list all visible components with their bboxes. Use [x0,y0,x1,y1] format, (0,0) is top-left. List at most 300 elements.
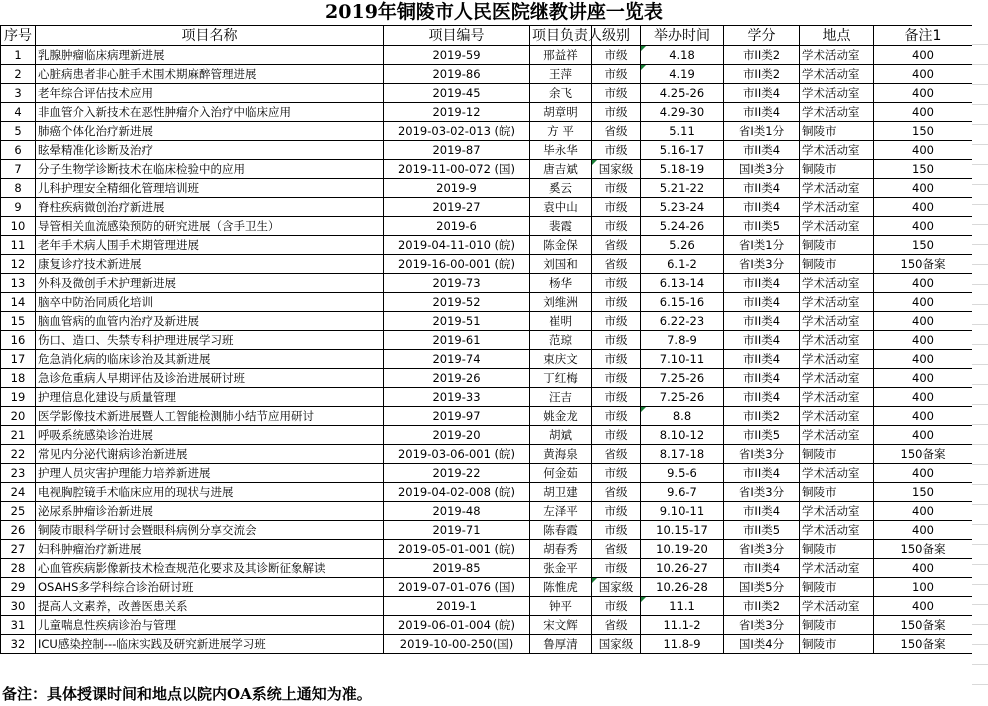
cell-date[interactable]: 5.24-26 [641,217,724,236]
cell-date[interactable]: 5.26 [641,236,724,255]
cell-name[interactable]: 非血管介入新技术在恶性肿瘤介入治疗中临床应用 [36,103,384,122]
cell-remark[interactable]: 400 [874,65,973,84]
cell-leader[interactable]: 胡章明 [530,103,592,122]
table-row [1,84,973,103]
cell-no[interactable]: 1 [1,46,36,65]
cell-place[interactable]: 铜陵市 [800,160,874,179]
cell-no[interactable]: 15 [1,312,36,331]
cell-leader[interactable]: 鲁厚清 [530,635,592,654]
cell-credit[interactable]: 市II类4 [724,502,800,521]
cell-level[interactable]: 省级 [592,540,641,559]
cell-no[interactable]: 22 [1,445,36,464]
cell-level[interactable]: 市级 [592,350,641,369]
cell-place[interactable]: 学术活动室 [800,350,874,369]
cell-credit[interactable]: 市II类4 [724,312,800,331]
cell-remark[interactable]: 400 [874,179,973,198]
cell-date[interactable]: 5.16-17 [641,141,724,160]
cell-leader[interactable]: 奚云 [530,179,592,198]
cell-leader[interactable]: 袁中山 [530,198,592,217]
header-place[interactable]: 地点 [800,26,874,46]
cell-date[interactable]: 9.10-11 [641,502,724,521]
cell-remark[interactable]: 100 [874,578,973,597]
cell-code[interactable]: 2019-85 [384,559,530,578]
cell-remark[interactable]: 400 [874,464,973,483]
cell-level[interactable]: 市级 [592,274,641,293]
cell-remark[interactable]: 400 [874,312,973,331]
cell-name[interactable]: 铜陵市眼科学研讨会暨眼科病例分享交流会 [36,521,384,540]
cell-remark[interactable]: 400 [874,597,973,616]
cell-place[interactable]: 铜陵市 [800,635,874,654]
cell-name[interactable]: 老年综合评估技术应用 [36,84,384,103]
cell-credit[interactable]: 市II类4 [724,388,800,407]
cell-leader[interactable]: 唐吉斌 [530,160,592,179]
cell-credit[interactable]: 市II类4 [724,198,800,217]
cell-no[interactable]: 3 [1,84,36,103]
cell-date[interactable]: 5.11 [641,122,724,141]
cell-date[interactable]: 4.29-30 [641,103,724,122]
cell-credit[interactable]: 市II类5 [724,426,800,445]
cell-code[interactable]: 2019-48 [384,502,530,521]
header-leader[interactable]: 项目负责人 [530,26,592,46]
cell-no[interactable]: 32 [1,635,36,654]
header-level[interactable]: 级别 [592,26,641,46]
footnote: 备注：具体授课时间和地点以院内OA系统上通知为准。 [2,685,372,703]
cell-level[interactable]: 市级 [592,597,641,616]
cell-remark[interactable]: 400 [874,502,973,521]
cell-no[interactable]: 24 [1,483,36,502]
cell-level[interactable]: 市级 [592,407,641,426]
cell-no[interactable]: 5 [1,122,36,141]
cell-code[interactable]: 2019-12 [384,103,530,122]
cell-name[interactable]: 外科及微创手术护理新进展 [36,274,384,293]
cell-remark[interactable]: 150备案 [874,255,973,274]
cell-level[interactable]: 市级 [592,84,641,103]
cell-remark[interactable]: 150备案 [874,635,973,654]
cell-remark[interactable]: 150备案 [874,445,973,464]
header-remark[interactable]: 备注1 [874,26,973,46]
cell-place[interactable]: 学术活动室 [800,65,874,84]
cell-level[interactable]: 市级 [592,179,641,198]
cell-date[interactable]: 9.5-6 [641,464,724,483]
cell-date[interactable]: 5.23-24 [641,198,724,217]
cell-name[interactable]: 老年手术病人围手术期管理进展 [36,236,384,255]
cell-leader[interactable]: 陈惟虎 [530,578,592,597]
cell-name[interactable]: 脑卒中防治同质化培训 [36,293,384,312]
cell-code[interactable]: 2019-04-02-008 (皖) [384,483,530,502]
cell-place[interactable]: 铜陵市 [800,483,874,502]
cell-credit[interactable]: 市II类4 [724,179,800,198]
cell-code[interactable]: 2019-26 [384,369,530,388]
cell-credit[interactable]: 市II类4 [724,350,800,369]
cell-credit[interactable]: 市II类4 [724,84,800,103]
cell-code[interactable]: 2019-74 [384,350,530,369]
cell-date[interactable]: 6.1-2 [641,255,724,274]
cell-place[interactable]: 学术活动室 [800,331,874,350]
cell-date[interactable]: 7.10-11 [641,350,724,369]
cell-leader[interactable]: 胡春秀 [530,540,592,559]
cell-name[interactable]: 护理信息化建设与质量管理 [36,388,384,407]
cell-place[interactable]: 学术活动室 [800,103,874,122]
cell-name[interactable]: 护理人员灾害护理能力培养新进展 [36,464,384,483]
cell-level[interactable]: 省级 [592,236,641,255]
cell-leader[interactable]: 王萍 [530,65,592,84]
cell-credit[interactable]: 市II类2 [724,407,800,426]
cell-level[interactable]: 市级 [592,502,641,521]
cell-name[interactable]: 脊柱疾病微创治疗新进展 [36,198,384,217]
cell-remark[interactable]: 150备案 [874,616,973,635]
cell-leader[interactable]: 黄海泉 [530,445,592,464]
cell-no[interactable]: 23 [1,464,36,483]
cell-leader[interactable]: 陈金保 [530,236,592,255]
cell-place[interactable]: 学术活动室 [800,312,874,331]
cell-credit[interactable]: 国I类5分 [724,578,800,597]
cell-credit[interactable]: 省I类1分 [724,236,800,255]
cell-no[interactable]: 13 [1,274,36,293]
cell-date[interactable]: 5.21-22 [641,179,724,198]
cell-no[interactable]: 19 [1,388,36,407]
cell-remark[interactable]: 400 [874,198,973,217]
cell-date[interactable]: 7.8-9 [641,331,724,350]
cell-place[interactable]: 铜陵市 [800,616,874,635]
cell-code[interactable]: 2019-87 [384,141,530,160]
cell-leader[interactable]: 胡卫建 [530,483,592,502]
cell-code[interactable]: 2019-97 [384,407,530,426]
cell-place[interactable]: 学术活动室 [800,179,874,198]
cell-name[interactable]: 伤口、造口、失禁专科护理进展学习班 [36,331,384,350]
cell-remark[interactable]: 400 [874,217,973,236]
cell-date[interactable]: 7.25-26 [641,388,724,407]
cell-credit[interactable]: 市II类4 [724,103,800,122]
cell-no[interactable]: 17 [1,350,36,369]
cell-date[interactable]: 10.19-20 [641,540,724,559]
cell-place[interactable]: 学术活动室 [800,198,874,217]
cell-no[interactable]: 30 [1,597,36,616]
cell-no[interactable]: 8 [1,179,36,198]
cell-name[interactable]: 医学影像技术新进展暨人工智能检测肺小结节应用研讨 [36,407,384,426]
cell-level[interactable]: 省级 [592,255,641,274]
cell-level[interactable]: 省级 [592,616,641,635]
cell-name[interactable]: 呼吸系统感染诊治进展 [36,426,384,445]
header-code[interactable]: 项目编号 [384,26,530,46]
cell-place[interactable]: 学术活动室 [800,559,874,578]
cell-name[interactable]: ICU感染控制---临床实践及研究新进展学习班 [36,635,384,654]
cell-credit[interactable]: 省I类3分 [724,445,800,464]
cell-no[interactable]: 6 [1,141,36,160]
cell-name[interactable]: 危急消化病的临床诊治及其新进展 [36,350,384,369]
cell-remark[interactable]: 400 [874,559,973,578]
cell-code[interactable]: 2019-04-11-010 (皖) [384,236,530,255]
cell-date[interactable]: 6.13-14 [641,274,724,293]
cell-credit[interactable]: 市II类2 [724,597,800,616]
cell-no[interactable]: 29 [1,578,36,597]
cell-place[interactable]: 铜陵市 [800,236,874,255]
cell-place[interactable]: 学术活动室 [800,217,874,236]
cell-name[interactable]: 脑血管病的血管内治疗及新进展 [36,312,384,331]
cell-credit[interactable]: 市II类4 [724,559,800,578]
cell-name[interactable]: 肺癌个体化治疗新进展 [36,122,384,141]
cell-level[interactable]: 市级 [592,293,641,312]
cell-code[interactable]: 2019-07-01-076 (国) [384,578,530,597]
cell-remark[interactable]: 150 [874,160,973,179]
cell-place[interactable]: 铜陵市 [800,122,874,141]
cell-level[interactable]: 国家级 [592,578,641,597]
cell-code[interactable]: 2019-16-00-001 (皖) [384,255,530,274]
cell-level[interactable]: 市级 [592,65,641,84]
cell-level[interactable]: 市级 [592,217,641,236]
cell-level[interactable]: 市级 [592,312,641,331]
cell-name[interactable]: 分子生物学诊断技术在临床检验中的应用 [36,160,384,179]
cell-leader[interactable]: 崔明 [530,312,592,331]
header-credit[interactable]: 学分 [724,26,800,46]
cell-name[interactable]: 康复诊疗技术新进展 [36,255,384,274]
cell-place[interactable]: 铜陵市 [800,255,874,274]
cell-code[interactable]: 2019-03-02-013 (皖) [384,122,530,141]
cell-remark[interactable]: 400 [874,407,973,426]
cell-credit[interactable]: 市II类5 [724,217,800,236]
cell-no[interactable]: 20 [1,407,36,426]
cell-leader[interactable]: 胡斌 [530,426,592,445]
cell-date[interactable]: 11.1 [641,597,724,616]
cell-code[interactable]: 2019-1 [384,597,530,616]
cell-no[interactable]: 28 [1,559,36,578]
cell-leader[interactable]: 杨华 [530,274,592,293]
cell-name[interactable]: 导管相关血流感染预防的研究进展（含手卫生） [36,217,384,236]
cell-level[interactable]: 市级 [592,388,641,407]
cell-leader[interactable]: 丁红梅 [530,369,592,388]
cell-leader[interactable]: 刘维洲 [530,293,592,312]
cell-place[interactable]: 学术活动室 [800,141,874,160]
cell-place[interactable]: 学术活动室 [800,84,874,103]
cell-remark[interactable]: 400 [874,274,973,293]
cell-date[interactable]: 11.1-2 [641,616,724,635]
cell-code[interactable]: 2019-20 [384,426,530,445]
cell-remark[interactable]: 400 [874,293,973,312]
cell-name[interactable]: 电视胸腔镜手术临床应用的现状与进展 [36,483,384,502]
cell-date[interactable]: 7.25-26 [641,369,724,388]
cell-leader[interactable]: 方 平 [530,122,592,141]
cell-level[interactable]: 省级 [592,483,641,502]
cell-place[interactable]: 学术活动室 [800,388,874,407]
cell-remark[interactable]: 400 [874,331,973,350]
cell-remark[interactable]: 150 [874,122,973,141]
cell-no[interactable]: 18 [1,369,36,388]
cell-date[interactable]: 4.19 [641,65,724,84]
cell-code[interactable]: 2019-22 [384,464,530,483]
cell-name[interactable]: 提高人文素养，改善医患关系 [36,597,384,616]
cell-name[interactable]: OSAHS多学科综合诊治研讨班 [36,578,384,597]
cell-level[interactable]: 国家级 [592,160,641,179]
cell-no[interactable]: 9 [1,198,36,217]
cell-credit[interactable]: 省I类3分 [724,540,800,559]
cell-leader[interactable]: 余飞 [530,84,592,103]
header-date[interactable]: 举办时间 [641,26,724,46]
cell-place[interactable]: 学术活动室 [800,426,874,445]
cell-no[interactable]: 27 [1,540,36,559]
cell-no[interactable]: 31 [1,616,36,635]
cell-no[interactable]: 4 [1,103,36,122]
cell-credit[interactable]: 市II类4 [724,464,800,483]
cell-place[interactable]: 学术活动室 [800,46,874,65]
table-row [1,483,973,502]
cell-credit[interactable]: 省I类1分 [724,122,800,141]
cell-no[interactable]: 26 [1,521,36,540]
cell-remark[interactable]: 400 [874,350,973,369]
cell-code[interactable]: 2019-86 [384,65,530,84]
cell-no[interactable]: 25 [1,502,36,521]
cell-remark[interactable]: 400 [874,141,973,160]
cell-code[interactable]: 2019-11-00-072 (国) [384,160,530,179]
cell-date[interactable]: 5.18-19 [641,160,724,179]
cell-date[interactable]: 4.18 [641,46,724,65]
cell-name[interactable]: 泌尿系肿瘤诊治新进展 [36,502,384,521]
cell-credit[interactable]: 市II类5 [724,521,800,540]
header-name[interactable]: 项目名称 [36,26,384,46]
cell-date[interactable]: 10.26-27 [641,559,724,578]
cell-date[interactable]: 11.8-9 [641,635,724,654]
cell-name[interactable]: 儿科护理安全精细化管理培训班 [36,179,384,198]
cell-remark[interactable]: 150 [874,236,973,255]
cell-leader[interactable]: 姚金龙 [530,407,592,426]
cell-level[interactable]: 市级 [592,331,641,350]
cell-level[interactable]: 市级 [592,426,641,445]
cell-credit[interactable]: 省I类3分 [724,483,800,502]
cell-no[interactable]: 14 [1,293,36,312]
cell-level[interactable]: 省级 [592,122,641,141]
cell-no[interactable]: 16 [1,331,36,350]
cell-code[interactable]: 2019-45 [384,84,530,103]
cell-code[interactable]: 2019-71 [384,521,530,540]
cell-no[interactable]: 2 [1,65,36,84]
cell-remark[interactable]: 400 [874,84,973,103]
cell-level[interactable]: 市级 [592,464,641,483]
cell-code[interactable]: 2019-03-06-001 (皖) [384,445,530,464]
cell-place[interactable]: 学术活动室 [800,369,874,388]
cell-leader[interactable]: 邢益祥 [530,46,592,65]
cell-name[interactable]: 妇科肿瘤治疗新进展 [36,540,384,559]
cell-credit[interactable]: 市II类4 [724,369,800,388]
cell-credit[interactable]: 国I类3分 [724,160,800,179]
cell-leader[interactable]: 钟平 [530,597,592,616]
cell-date[interactable]: 4.25-26 [641,84,724,103]
cell-code[interactable]: 2019-06-01-004 (皖) [384,616,530,635]
cell-leader[interactable]: 陈春霞 [530,521,592,540]
cell-leader[interactable]: 张金平 [530,559,592,578]
cell-credit[interactable]: 市II类4 [724,274,800,293]
cell-level[interactable]: 市级 [592,369,641,388]
cell-place[interactable]: 学术活动室 [800,274,874,293]
cell-name[interactable]: 儿童喘息性疾病诊治与管理 [36,616,384,635]
cell-level[interactable]: 市级 [592,46,641,65]
cell-place[interactable]: 铜陵市 [800,540,874,559]
cell-remark[interactable]: 400 [874,388,973,407]
cell-level[interactable]: 国家级 [592,635,641,654]
cell-leader[interactable]: 刘国和 [530,255,592,274]
cell-remark[interactable]: 400 [874,369,973,388]
cell-code[interactable]: 2019-9 [384,179,530,198]
cell-credit[interactable]: 省I类3分 [724,616,800,635]
cell-level[interactable]: 市级 [592,103,641,122]
cell-code[interactable]: 2019-27 [384,198,530,217]
cell-no[interactable]: 7 [1,160,36,179]
cell-credit[interactable]: 市II类2 [724,46,800,65]
cell-date[interactable]: 10.15-17 [641,521,724,540]
cell-leader[interactable]: 范琼 [530,331,592,350]
cell-level[interactable]: 市级 [592,521,641,540]
cell-place[interactable]: 铜陵市 [800,445,874,464]
cell-remark[interactable]: 400 [874,103,973,122]
cell-leader[interactable]: 毕永华 [530,141,592,160]
cell-date[interactable]: 9.6-7 [641,483,724,502]
cell-place[interactable]: 学术活动室 [800,502,874,521]
cell-code[interactable]: 2019-10-00-250(国) [384,635,530,654]
cell-remark[interactable]: 150 [874,483,973,502]
cell-place[interactable]: 学术活动室 [800,597,874,616]
cell-credit[interactable]: 市II类4 [724,141,800,160]
cell-place[interactable]: 学术活动室 [800,521,874,540]
cell-date[interactable]: 10.26-28 [641,578,724,597]
cell-credit[interactable]: 国I类4分 [724,635,800,654]
cell-level[interactable]: 市级 [592,198,641,217]
cell-leader[interactable]: 汪吉 [530,388,592,407]
cell-remark[interactable]: 400 [874,426,973,445]
cell-code[interactable]: 2019-51 [384,312,530,331]
cell-name[interactable]: 急诊危重病人早期评估及诊治进展研讨班 [36,369,384,388]
cell-place[interactable]: 学术活动室 [800,407,874,426]
cell-leader[interactable]: 宋文辉 [530,616,592,635]
cell-credit[interactable]: 市II类4 [724,293,800,312]
header-no[interactable]: 序号 [1,26,36,46]
cell-credit[interactable]: 市II类2 [724,65,800,84]
cell-leader[interactable]: 左泽平 [530,502,592,521]
cell-remark[interactable]: 400 [874,46,973,65]
cell-name[interactable]: 眩晕精准化诊断及治疗 [36,141,384,160]
cell-code[interactable]: 2019-05-01-001 (皖) [384,540,530,559]
cell-name[interactable]: 心血管疾病影像新技术检查规范化要求及其诊断征象解读 [36,559,384,578]
cell-date[interactable]: 8.8 [641,407,724,426]
cell-credit[interactable]: 省I类3分 [724,255,800,274]
cell-name[interactable]: 心脏病患者非心脏手术围术期麻醉管理进展 [36,65,384,84]
cell-place[interactable]: 学术活动室 [800,293,874,312]
cell-place[interactable]: 学术活动室 [800,464,874,483]
cell-leader[interactable]: 裴霞 [530,217,592,236]
cell-leader[interactable]: 束庆文 [530,350,592,369]
cell-date[interactable]: 6.22-23 [641,312,724,331]
cell-leader[interactable]: 何金茹 [530,464,592,483]
cell-place[interactable]: 铜陵市 [800,578,874,597]
cell-code[interactable]: 2019-73 [384,274,530,293]
cell-date[interactable]: 6.15-16 [641,293,724,312]
cell-no[interactable]: 10 [1,217,36,236]
cell-remark[interactable]: 150备案 [874,540,973,559]
cell-level[interactable]: 市级 [592,559,641,578]
cell-date[interactable]: 8.17-18 [641,445,724,464]
cell-date[interactable]: 8.10-12 [641,426,724,445]
cell-level[interactable]: 省级 [592,445,641,464]
cell-no[interactable]: 11 [1,236,36,255]
cell-code[interactable]: 2019-6 [384,217,530,236]
cell-code[interactable]: 2019-33 [384,388,530,407]
cell-credit[interactable]: 市II类4 [724,331,800,350]
cell-name[interactable]: 常见内分泌代谢病诊治新进展 [36,445,384,464]
cell-code[interactable]: 2019-59 [384,46,530,65]
cell-name[interactable]: 乳腺肿瘤临床病理新进展 [36,46,384,65]
cell-code[interactable]: 2019-52 [384,293,530,312]
cell-code[interactable]: 2019-61 [384,331,530,350]
cell-no[interactable]: 12 [1,255,36,274]
cell-remark[interactable]: 400 [874,521,973,540]
cell-level[interactable]: 市级 [592,141,641,160]
cell-no[interactable]: 21 [1,426,36,445]
